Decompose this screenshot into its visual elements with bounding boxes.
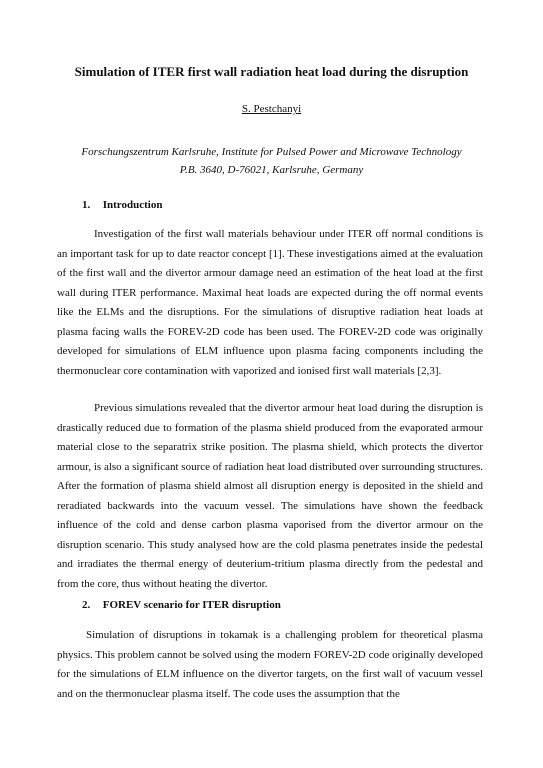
paper-title: Simulation of ITER first wall radiation heat load during the disruption <box>74 64 469 79</box>
affiliation-line-1: Forschungszentrum Karlsruhe, Institute for Pulsed Power and Microwave Technology <box>81 146 462 158</box>
author-name[interactable]: S. Pestchanyi <box>241 103 302 115</box>
section-heading-forev-scenario <box>82 599 281 611</box>
section-number: 1. <box>82 199 91 211</box>
affiliation <box>0 143 543 179</box>
affiliation-line-2: P.B. 3640, D-76021, Karlsruhe, Germany <box>179 164 364 176</box>
section-title: Introduction <box>102 199 163 211</box>
paragraph: Investigation of the first wall materials behaviour under ITER off normal conditions is an important task for up to date reactor concept [1]. These investigations aimed at the evaluation of the first wall and the divertor armour damage need an estimation of the heat load at the first wall during ITER performance. Maximal heat loads are expected during the off normal events like the ELMs and the disruptions. For the simulations of disruptive radiation heat loads at plasma facing walls the FOREV-2D code has been used. The FOREV-2D code was originally developed for simulations of ELM influence upon plasma facing components including the thermonuclear core contamination with vaporized and ionised first wall materials [2,3]. <box>57 228 483 377</box>
section-number: 2. <box>82 599 91 611</box>
section-title: FOREV scenario for ITER disruption <box>102 599 281 611</box>
paragraph: Previous simulations revealed that the divertor armour heat load during the disruption is drastically reduced due to formation of the plasma shield produced from the evaporated armour material close to the separatrix strike position. The plasma shield, which protects the divertor armour, is also a significant source of radiation heat load distributed over surrounding structures. After the formation of plasma shield almost all disruption energy is deposited in the shield and reradiated backwards into the vacuum vessel. The simulations have shown the feedback influence of the cold and dense carbon plasma vaporised from the divertor armour on the disruption scenario. This study analysed how are the cold plasma penetrates inside the pedestal and irradiates the thermal energy of deuterium-tritium plasma directly from the pedestal and from the core, thus without heating the divertor. <box>57 402 483 590</box>
section-heading-introduction <box>82 199 162 211</box>
paragraph: Simulation of disruptions in tokamak is a challenging problem for theoretical plasma physics. This problem cannot be solved using the modern FOREV-2D code originally developed for the simulations of ELM influence on the divertor targets, on the first wall of vacuum vessel and on the thermonuclear plasma itself. The code uses the assumption that the <box>57 629 483 700</box>
